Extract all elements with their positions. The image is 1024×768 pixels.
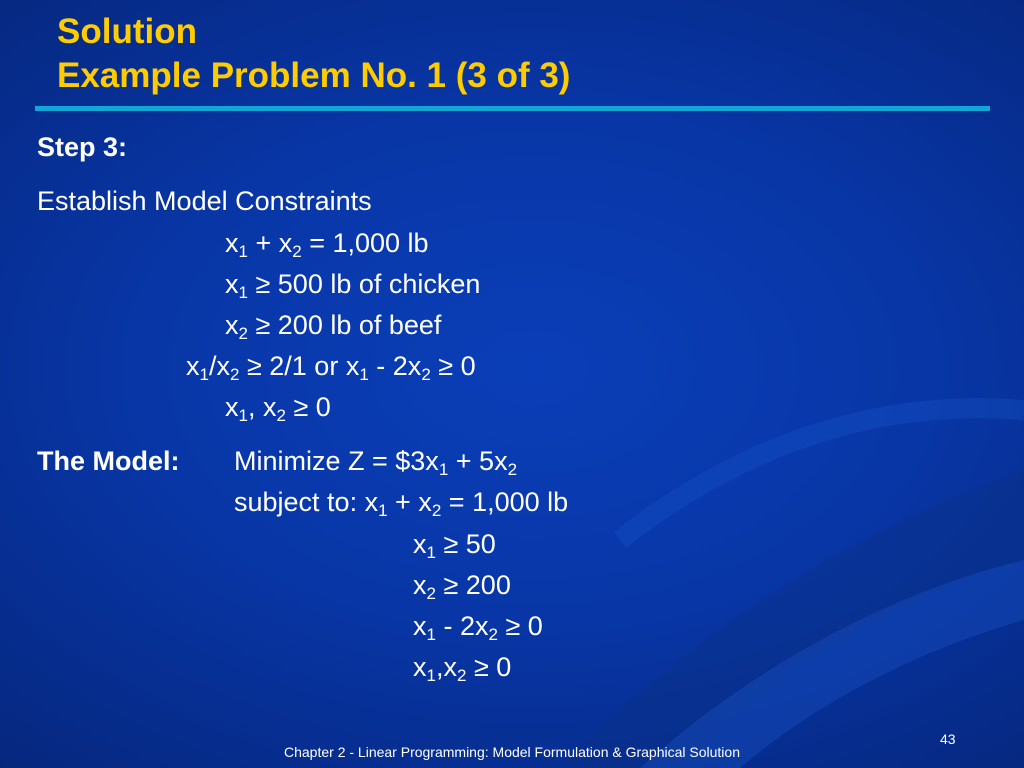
subscript: 2 [276, 406, 286, 425]
subscript: 2 [421, 365, 431, 384]
model-constraint-3: $x_1 - 2x_2 \ge 0$ [413, 611, 543, 644]
page-number: 43 [940, 731, 956, 747]
model-objective: Minimize $Z = \$3x_1 + 5x_2$ [234, 446, 518, 479]
constraint-line-5: $x_1$, $x_2 \ge 0$ [225, 392, 331, 425]
slide-footer: Chapter 2 - Linear Programming: Model Formulation & Graphical Solution [284, 744, 740, 760]
constraint-line-2: $x_1 \ge 500$ lb of chicken [225, 269, 481, 302]
subscript: 2 [292, 242, 302, 261]
slide-title [57, 10, 570, 98]
subscript: 2 [426, 584, 436, 603]
title-line-1: Solution [57, 12, 197, 51]
subscript: 1 [238, 242, 248, 261]
model-label: The Model: [37, 446, 180, 476]
model-subject-to: subject to: $x_1 + x_2 = 1,000$ lb [234, 487, 569, 520]
model-constraint-4: $x_1,x_2 \ge 0$ [413, 652, 512, 685]
subscript: 1 [238, 283, 248, 302]
subscript: 2 [229, 365, 240, 384]
subscript: 1 [426, 666, 436, 685]
subscript: 1 [426, 543, 436, 562]
subscript: 1 [359, 365, 369, 384]
step-label: Step 3: [37, 132, 128, 162]
subscript: 2 [507, 460, 518, 479]
subscript: 1 [426, 625, 436, 644]
subscript: 2 [488, 625, 498, 644]
subscript: 2 [431, 501, 442, 520]
subscript: 1 [199, 365, 209, 384]
subscript: 2 [238, 324, 248, 343]
subscript: 2 [456, 666, 467, 685]
subscript: 1 [438, 460, 449, 479]
constraint-line-3: $x_2 \ge 200$ lb of beef [225, 310, 442, 343]
constraint-line-1: $x_1 + x_2 = 1,000$ lb [225, 228, 429, 261]
model-constraint-2: $x_2 \ge 200$ [413, 570, 511, 603]
constraints-heading: Establish Model Constraints [37, 186, 372, 216]
title-line-2: Example Problem No. 1 (3 of 3) [57, 56, 571, 95]
model-constraint-1: $x_1 \ge 50$ [413, 529, 496, 562]
title-divider [35, 106, 990, 111]
subscript: 1 [238, 406, 248, 425]
subscript: 1 [378, 501, 388, 520]
constraint-line-4: $x_1/x_2 \ge 2/1$ or $x_1 - 2x_2 \ge 0$ [186, 351, 476, 384]
